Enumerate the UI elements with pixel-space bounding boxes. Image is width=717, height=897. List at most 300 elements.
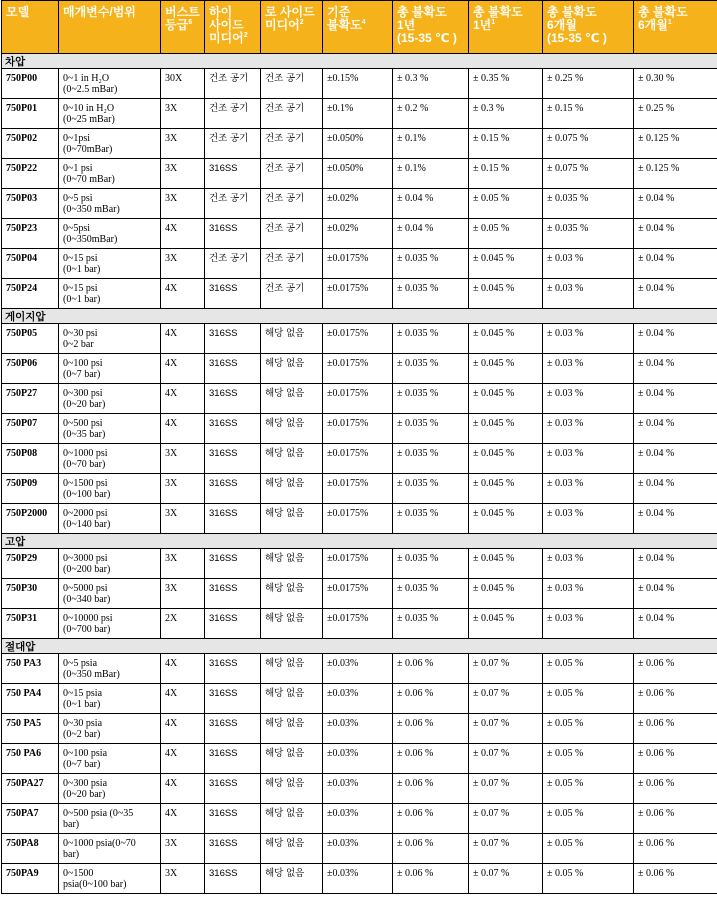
total-6mo-cell: ± 0.04 % (634, 279, 717, 309)
total-1yr-cell: ± 0.045 % (469, 444, 543, 474)
range-line: (0~20 bar) (63, 789, 106, 800)
footnote-marker: 2 (299, 19, 304, 26)
reference-cell: ±0.0175% (323, 324, 393, 354)
low-side-cell: 건조 공기 (261, 69, 323, 99)
total-6mo-cell: ± 0.04 % (634, 384, 717, 414)
low-side-cell: 해당 없음 (261, 774, 323, 804)
range-line: 0~10000 psi (63, 613, 113, 624)
total-6mo-temp-cell: ± 0.15 % (543, 99, 634, 129)
burst-cell: 30X (161, 69, 205, 99)
total-6mo-cell: ± 0.04 % (634, 579, 717, 609)
header-line: 기준 (327, 5, 351, 19)
low-side-cell: 해당 없음 (261, 444, 323, 474)
range-line: 0~3000 psi (63, 553, 108, 564)
footnote-marker: 6 (188, 19, 193, 26)
table-row (2, 159, 717, 189)
burst-cell: 3X (161, 249, 205, 279)
range-line: 0~300 psia (63, 778, 108, 789)
model-cell: 750P30 (2, 579, 59, 609)
header-line: (15-35 ℃ ) (397, 31, 457, 45)
model-cell: 750 PA3 (2, 654, 59, 684)
range-cell (59, 744, 161, 774)
range-cell (59, 504, 161, 534)
low-side-cell: 해당 없음 (261, 804, 323, 834)
range-line: 0~2 bar (63, 339, 94, 350)
burst-cell: 4X (161, 804, 205, 834)
high-side-cell: 316SS (205, 414, 261, 444)
low-side-cell: 해당 없음 (261, 354, 323, 384)
total-1yr-cell: ± 0.045 % (469, 414, 543, 444)
high-side-cell: 316SS (205, 714, 261, 744)
total-6mo-temp-cell: ± 0.25 % (543, 69, 634, 99)
range-cell (59, 804, 161, 834)
total-1yr-temp-cell: ± 0.035 % (393, 249, 469, 279)
header-line: 총 불확도 (638, 5, 688, 19)
total-6mo-cell: ± 0.06 % (634, 864, 717, 894)
pressure-module-spec-table (1, 0, 717, 894)
total-1yr-cell: ± 0.07 % (469, 804, 543, 834)
model-cell: 750P22 (2, 159, 59, 189)
range-cell (59, 864, 161, 894)
model-cell: 750P24 (2, 279, 59, 309)
high-side-cell: 316SS (205, 549, 261, 579)
range-cell (59, 714, 161, 744)
total-6mo-cell: ± 0.04 % (634, 549, 717, 579)
reference-cell: ±0.0175% (323, 549, 393, 579)
section-header-row (2, 54, 717, 69)
header-line: 사이드 (209, 18, 244, 32)
reference-cell: ±0.03% (323, 804, 393, 834)
total-6mo-temp-cell: ± 0.035 % (543, 219, 634, 249)
total-6mo-temp-cell: ± 0.03 % (543, 504, 634, 534)
range-line: (0~25 mBar) (63, 114, 115, 125)
model-cell: 750 PA5 (2, 714, 59, 744)
table-row (2, 249, 717, 279)
total-1yr-temp-cell: ± 0.035 % (393, 444, 469, 474)
table-row (2, 99, 717, 129)
range-cell (59, 474, 161, 504)
table-row (2, 654, 717, 684)
range-line: 0~2000 psi (63, 508, 108, 519)
range-line: 0~10 in H₂O (63, 103, 115, 114)
low-side-cell: 건조 공기 (261, 279, 323, 309)
range-cell (59, 249, 161, 279)
range-cell (59, 189, 161, 219)
range-cell (59, 609, 161, 639)
total-6mo-temp-cell: ± 0.075 % (543, 159, 634, 189)
total-6mo-cell: ± 0.04 % (634, 189, 717, 219)
range-cell (59, 354, 161, 384)
high-side-cell: 316SS (205, 279, 261, 309)
range-line: (0~140 bar) (63, 519, 111, 530)
range-line: (0~350 mBar) (63, 204, 120, 215)
low-side-cell: 해당 없음 (261, 714, 323, 744)
high-side-cell: 316SS (205, 654, 261, 684)
header-line: 로 사이드 (265, 5, 315, 19)
range-line: 0~300 psi (63, 388, 103, 399)
model-cell: 750PA7 (2, 804, 59, 834)
total-1yr-temp-cell: ± 0.035 % (393, 354, 469, 384)
burst-cell: 3X (161, 189, 205, 219)
total-6mo-temp-cell: ± 0.05 % (543, 684, 634, 714)
burst-cell: 3X (161, 549, 205, 579)
reference-cell: ±0.03% (323, 744, 393, 774)
total-6mo-temp-cell: ± 0.03 % (543, 249, 634, 279)
total-6mo-cell: ± 0.30 % (634, 69, 717, 99)
total-1yr-temp-cell: ± 0.06 % (393, 654, 469, 684)
high-side-cell: 316SS (205, 504, 261, 534)
header-low-side-media (261, 1, 323, 54)
reference-cell: ±0.03% (323, 654, 393, 684)
total-6mo-cell: ± 0.06 % (634, 774, 717, 804)
total-6mo-temp-cell: ± 0.075 % (543, 129, 634, 159)
table-row (2, 69, 717, 99)
burst-cell: 4X (161, 714, 205, 744)
total-1yr-temp-cell: ± 0.3 % (393, 69, 469, 99)
total-1yr-temp-cell: ± 0.035 % (393, 579, 469, 609)
burst-cell: 4X (161, 219, 205, 249)
burst-cell: 4X (161, 279, 205, 309)
range-line: bar) (63, 849, 80, 860)
total-6mo-temp-cell: ± 0.03 % (543, 609, 634, 639)
total-6mo-cell: ± 0.04 % (634, 249, 717, 279)
range-line: 0~30 psia (63, 718, 103, 729)
total-1yr-temp-cell: ± 0.2 % (393, 99, 469, 129)
reference-cell: ±0.03% (323, 684, 393, 714)
total-6mo-cell: ± 0.06 % (634, 834, 717, 864)
header-burst-rating (161, 1, 205, 54)
range-cell (59, 99, 161, 129)
total-6mo-temp-cell: ± 0.03 % (543, 279, 634, 309)
high-side-cell: 316SS (205, 159, 261, 189)
section-header-row (2, 534, 717, 549)
range-line: 0~15 psia (63, 688, 103, 699)
low-side-cell: 건조 공기 (261, 249, 323, 279)
section-header-row (2, 309, 717, 324)
section-header-row (2, 639, 717, 654)
model-cell: 750P05 (2, 324, 59, 354)
high-side-cell: 316SS (205, 579, 261, 609)
model-cell: 750P03 (2, 189, 59, 219)
header-line: 총 불확도 (473, 5, 523, 19)
range-cell (59, 159, 161, 189)
header-high-side-media (205, 1, 261, 54)
range-line: 0~100 psia (63, 748, 108, 759)
header-reference-uncertainty (323, 1, 393, 54)
low-side-cell: 건조 공기 (261, 189, 323, 219)
reference-cell: ±0.0175% (323, 354, 393, 384)
model-cell: 750PA9 (2, 864, 59, 894)
table-row (2, 324, 717, 354)
total-6mo-temp-cell: ± 0.05 % (543, 654, 634, 684)
model-cell: 750P01 (2, 99, 59, 129)
header-line: (15-35 ℃ ) (547, 31, 607, 45)
burst-cell: 2X (161, 609, 205, 639)
header-line: 총 불확도 (547, 5, 597, 19)
total-6mo-cell: ± 0.04 % (634, 609, 717, 639)
section-title: 고압 (2, 534, 717, 549)
table-row (2, 219, 717, 249)
reference-cell: ±0.0175% (323, 474, 393, 504)
table-header-row (2, 1, 717, 54)
high-side-cell: 건조 공기 (205, 99, 261, 129)
total-6mo-temp-cell: ± 0.03 % (543, 354, 634, 384)
range-line: 0~5000 psi (63, 583, 108, 594)
range-line: (0~2 bar) (63, 729, 101, 740)
table-body (2, 54, 717, 894)
range-cell (59, 654, 161, 684)
high-side-cell: 316SS (205, 744, 261, 774)
model-cell: 750 PA6 (2, 744, 59, 774)
low-side-cell: 해당 없음 (261, 579, 323, 609)
low-side-cell: 해당 없음 (261, 609, 323, 639)
footnote-marker: 4 (361, 19, 366, 26)
table-row (2, 714, 717, 744)
total-6mo-cell: ± 0.06 % (634, 684, 717, 714)
range-line: (0~70mBar) (63, 144, 113, 155)
range-line: 0~1 in H₂O (63, 73, 110, 84)
total-1yr-cell: ± 0.045 % (469, 279, 543, 309)
low-side-cell: 해당 없음 (261, 414, 323, 444)
burst-cell: 4X (161, 354, 205, 384)
low-side-cell: 해당 없음 (261, 474, 323, 504)
total-1yr-cell: ± 0.35 % (469, 69, 543, 99)
table-row (2, 579, 717, 609)
total-6mo-cell: ± 0.06 % (634, 654, 717, 684)
total-1yr-temp-cell: ± 0.035 % (393, 474, 469, 504)
low-side-cell: 건조 공기 (261, 129, 323, 159)
table-row (2, 129, 717, 159)
reference-cell: ±0.03% (323, 834, 393, 864)
header-line: 버스트 (165, 5, 200, 19)
range-line: 0~5 psia (63, 658, 98, 669)
total-1yr-temp-cell: ± 0.04 % (393, 189, 469, 219)
total-1yr-temp-cell: ± 0.06 % (393, 684, 469, 714)
total-6mo-temp-cell: ± 0.05 % (543, 744, 634, 774)
high-side-cell: 건조 공기 (205, 249, 261, 279)
high-side-cell: 316SS (205, 444, 261, 474)
table-row (2, 804, 717, 834)
footnote-marker: 1 (491, 19, 496, 26)
header-line: 6개월 (638, 18, 668, 32)
burst-cell: 4X (161, 744, 205, 774)
range-line: 0~30 psi (63, 328, 98, 339)
header-total-uncertainty-1yr (469, 1, 543, 54)
burst-cell: 3X (161, 864, 205, 894)
header-range (59, 1, 161, 54)
low-side-cell: 건조 공기 (261, 219, 323, 249)
total-1yr-temp-cell: ± 0.06 % (393, 744, 469, 774)
table-row (2, 189, 717, 219)
burst-cell: 3X (161, 129, 205, 159)
total-1yr-temp-cell: ± 0.035 % (393, 609, 469, 639)
reference-cell: ±0.03% (323, 774, 393, 804)
total-6mo-cell: ± 0.04 % (634, 324, 717, 354)
header-total-uncertainty-6mo (634, 1, 717, 54)
total-1yr-cell: ± 0.05 % (469, 189, 543, 219)
low-side-cell: 해당 없음 (261, 654, 323, 684)
range-line: 0~1000 psia(0~70 (63, 838, 136, 849)
section-title: 절대압 (2, 639, 717, 654)
high-side-cell: 316SS (205, 864, 261, 894)
section-title: 차압 (2, 54, 717, 69)
reference-cell: ±0.050% (323, 129, 393, 159)
range-cell (59, 69, 161, 99)
high-side-cell: 316SS (205, 219, 261, 249)
header-total-uncertainty-1yr-15-35 (393, 1, 469, 54)
total-1yr-temp-cell: ± 0.035 % (393, 549, 469, 579)
total-6mo-cell: ± 0.04 % (634, 504, 717, 534)
total-1yr-cell: ± 0.045 % (469, 384, 543, 414)
range-line: (0~70 mBar) (63, 174, 115, 185)
total-6mo-cell: ± 0.125 % (634, 129, 717, 159)
total-1yr-temp-cell: ± 0.035 % (393, 279, 469, 309)
total-6mo-temp-cell: ± 0.03 % (543, 474, 634, 504)
burst-cell: 4X (161, 654, 205, 684)
total-1yr-cell: ± 0.15 % (469, 159, 543, 189)
range-line: 0~15 psi (63, 283, 98, 294)
total-1yr-cell: ± 0.07 % (469, 774, 543, 804)
total-6mo-temp-cell: ± 0.03 % (543, 324, 634, 354)
range-line: 0~1psi (63, 133, 91, 144)
total-1yr-cell: ± 0.07 % (469, 684, 543, 714)
burst-cell: 4X (161, 774, 205, 804)
burst-cell: 3X (161, 99, 205, 129)
footnote-marker: 1 (667, 19, 672, 26)
range-line: (0~700 bar) (63, 624, 111, 635)
range-line: (0~350mBar) (63, 234, 118, 245)
table-row (2, 354, 717, 384)
reference-cell: ±0.050% (323, 159, 393, 189)
header-line: 모델 (6, 5, 30, 19)
total-1yr-cell: ± 0.045 % (469, 504, 543, 534)
range-cell (59, 579, 161, 609)
model-cell: 750P23 (2, 219, 59, 249)
low-side-cell: 해당 없음 (261, 834, 323, 864)
total-1yr-cell: ± 0.07 % (469, 834, 543, 864)
total-6mo-cell: ± 0.125 % (634, 159, 717, 189)
reference-cell: ±0.02% (323, 219, 393, 249)
header-line: 불확도 (327, 18, 362, 32)
low-side-cell: 해당 없음 (261, 864, 323, 894)
reference-cell: ±0.0175% (323, 279, 393, 309)
total-1yr-temp-cell: ± 0.1% (393, 159, 469, 189)
low-side-cell: 해당 없음 (261, 744, 323, 774)
reference-cell: ±0.0175% (323, 249, 393, 279)
range-line: (0~70 bar) (63, 459, 106, 470)
model-cell: 750P02 (2, 129, 59, 159)
header-line: 1년 (397, 18, 416, 32)
table-row (2, 444, 717, 474)
header-line: 6개월 (547, 18, 577, 32)
total-1yr-cell: ± 0.07 % (469, 654, 543, 684)
model-cell: 750P31 (2, 609, 59, 639)
high-side-cell: 건조 공기 (205, 69, 261, 99)
high-side-cell: 316SS (205, 384, 261, 414)
model-cell: 750PA27 (2, 774, 59, 804)
range-line: 0~15 psi (63, 253, 98, 264)
header-line: 하이 (209, 5, 233, 19)
range-cell (59, 129, 161, 159)
total-6mo-temp-cell: ± 0.05 % (543, 864, 634, 894)
high-side-cell: 316SS (205, 684, 261, 714)
total-1yr-temp-cell: ± 0.04 % (393, 219, 469, 249)
total-1yr-cell: ± 0.045 % (469, 579, 543, 609)
range-line: (0~35 bar) (63, 429, 106, 440)
model-cell: 750P06 (2, 354, 59, 384)
range-line: 0~5 psi (63, 193, 93, 204)
range-line: 0~1 psi (63, 163, 93, 174)
high-side-cell: 건조 공기 (205, 129, 261, 159)
reference-cell: ±0.0175% (323, 579, 393, 609)
low-side-cell: 해당 없음 (261, 324, 323, 354)
table-row (2, 474, 717, 504)
total-1yr-cell: ± 0.045 % (469, 324, 543, 354)
range-line: 0~1000 psi (63, 448, 108, 459)
model-cell: 750P08 (2, 444, 59, 474)
high-side-cell: 316SS (205, 354, 261, 384)
total-1yr-temp-cell: ± 0.06 % (393, 714, 469, 744)
total-1yr-cell: ± 0.07 % (469, 864, 543, 894)
total-1yr-temp-cell: ± 0.035 % (393, 324, 469, 354)
range-cell (59, 549, 161, 579)
model-cell: 750P04 (2, 249, 59, 279)
range-line: bar) (63, 819, 80, 830)
total-6mo-temp-cell: ± 0.03 % (543, 414, 634, 444)
low-side-cell: 건조 공기 (261, 99, 323, 129)
total-1yr-cell: ± 0.15 % (469, 129, 543, 159)
burst-cell: 3X (161, 834, 205, 864)
table-row (2, 744, 717, 774)
total-1yr-temp-cell: ± 0.06 % (393, 864, 469, 894)
range-cell (59, 444, 161, 474)
total-6mo-temp-cell: ± 0.03 % (543, 384, 634, 414)
burst-cell: 4X (161, 414, 205, 444)
low-side-cell: 해당 없음 (261, 684, 323, 714)
model-cell: 750P00 (2, 69, 59, 99)
reference-cell: ±0.0175% (323, 414, 393, 444)
low-side-cell: 해당 없음 (261, 504, 323, 534)
total-6mo-cell: ± 0.04 % (634, 474, 717, 504)
total-6mo-temp-cell: ± 0.05 % (543, 804, 634, 834)
reference-cell: ±0.0175% (323, 504, 393, 534)
total-1yr-temp-cell: ± 0.06 % (393, 834, 469, 864)
table-row (2, 684, 717, 714)
high-side-cell: 316SS (205, 804, 261, 834)
range-line: (0~1 bar) (63, 699, 101, 710)
range-line: (0~20 bar) (63, 399, 106, 410)
total-6mo-cell: ± 0.25 % (634, 99, 717, 129)
burst-cell: 3X (161, 444, 205, 474)
range-cell (59, 414, 161, 444)
range-line: 0~500 psi (63, 418, 103, 429)
total-6mo-temp-cell: ± 0.035 % (543, 189, 634, 219)
total-1yr-cell: ± 0.045 % (469, 249, 543, 279)
burst-cell: 3X (161, 159, 205, 189)
range-cell (59, 219, 161, 249)
range-line: (0~2.5 mBar) (63, 84, 118, 95)
range-line: 0~1500 (63, 868, 94, 879)
range-cell (59, 684, 161, 714)
range-cell (59, 279, 161, 309)
range-line: (0~7 bar) (63, 759, 101, 770)
total-1yr-cell: ± 0.045 % (469, 549, 543, 579)
header-line: 미디어 (265, 18, 300, 32)
table-row (2, 384, 717, 414)
total-6mo-cell: ± 0.06 % (634, 714, 717, 744)
total-1yr-temp-cell: ± 0.06 % (393, 804, 469, 834)
range-line: (0~1 bar) (63, 294, 101, 305)
